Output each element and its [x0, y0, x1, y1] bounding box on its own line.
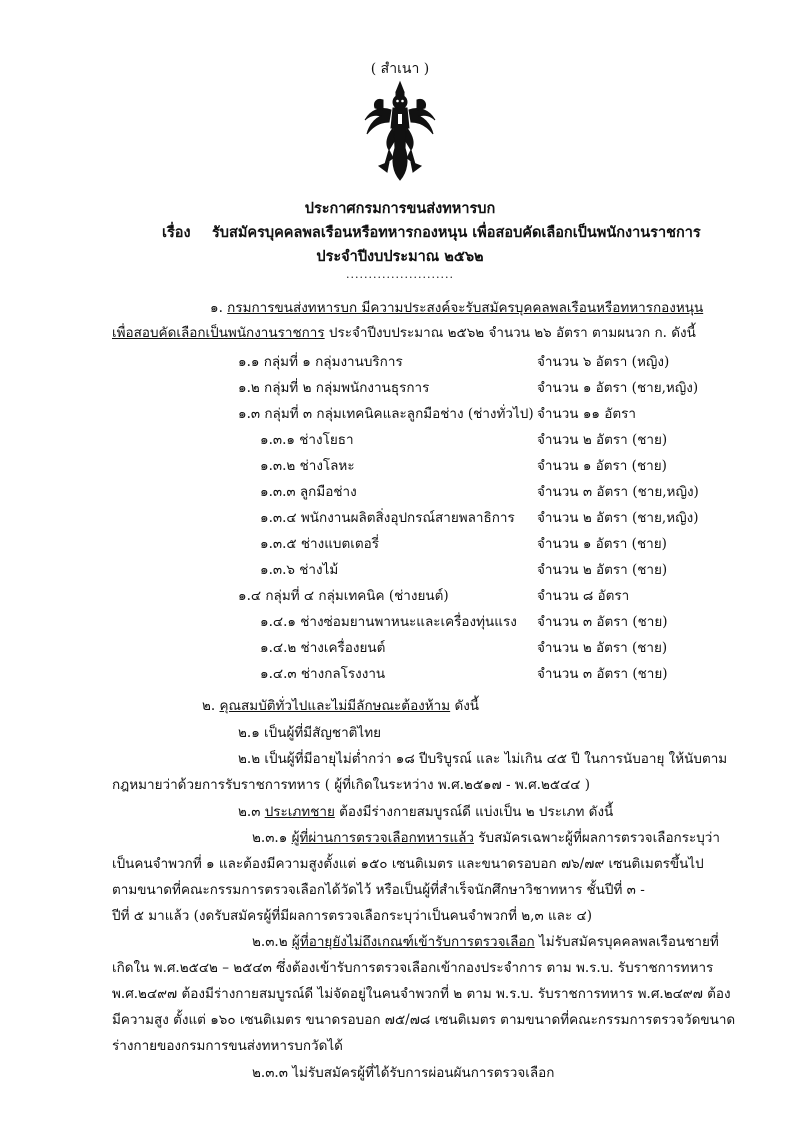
- list-item-label: ๑.๔.๓ ช่างกลโรงงาน: [260, 666, 386, 682]
- list-item-count: จำนวน ๒ อัตรา (ชาย): [537, 640, 668, 656]
- subject-label: เรื่อง: [162, 224, 191, 241]
- section2-lead: [202, 694, 479, 716]
- list-item-label: ๑.๓.๑ ช่างโยธา: [260, 432, 354, 448]
- clause-2-3-2-underlined: ผู้ที่อายุยังไม่ถึงเกณฑ์เข้ารับการตรวจเลือก: [291, 934, 535, 950]
- list-item-count: จำนวน ๒ อัตรา (ชาย): [537, 562, 668, 578]
- list-item-count: จำนวน ๖ อัตรา (หญิง): [537, 354, 670, 370]
- clause-2-3-1-line1: [252, 826, 720, 848]
- clause-2-3-1-underlined: ผู้ที่ผ่านการตรวจเลือกทหารแล้ว: [291, 830, 474, 846]
- list-item-count: จำนวน ๒ อัตรา (ชาย,หญิง): [537, 510, 699, 526]
- section1-lead-underlined: กรมการขนส่งทหารบก มีความประสงค์จะรับสมัครบุคคลพลเรือนหรือทหารกองหนุน: [227, 300, 704, 316]
- section2-num: ๒.: [202, 698, 216, 714]
- list-item-label: ๑.๓.๖ ช่างไม้: [260, 562, 339, 578]
- clause-2-3-2-line3: พ.ศ.๒๔๙๗ ต้องมีร่างกายสมบูรณ์ดี ไม่จัดอยู่ในคนจำพวกที่ ๒ ตาม พ.ร.บ. รับราชการทหาร พ.ศ.๒๔๙๗ ต้อง: [112, 986, 731, 1002]
- clause-2-3: [238, 800, 613, 822]
- clause-2-1: ๒.๑ เป็นผู้ที่มีสัญชาติไทย: [238, 725, 382, 741]
- list-item-label: ๑.๑ กลุ่มที่ ๑ กลุ่มงานบริการ: [238, 354, 403, 370]
- list-item-count: จำนวน ๑ อัตรา (ชาย): [537, 458, 667, 474]
- list-item-label: ๑.๓.๒ ช่างโลหะ: [260, 458, 355, 474]
- announcement-title: ประกาศกรมการขนส่งทหารบก: [304, 200, 496, 217]
- list-item-label: ๑.๔ กลุ่มที่ ๔ กลุ่มเทคนิค (ช่างยนต์): [238, 588, 449, 604]
- subject-text: รับสมัครบุคคลพลเรือนหรือทหารกองหนุน เพื่อสอบคัดเลือกเป็นพนักงานราชการ: [212, 224, 701, 241]
- section1-lead: [210, 296, 703, 318]
- section1-line2-underlined: เพื่อสอบคัดเลือกเป็นพนักงานราชการ: [112, 325, 325, 341]
- clause-2-3-rest: ต้องมีร่างกายสมบูรณ์ดี แบ่งเป็น ๒ ประเภท ดังนี้: [334, 804, 614, 820]
- clause-2-3-1-line3: ตามขนาดที่คณะกรรมการตรวจเลือกได้วัดไว้ หรือเป็นผู้ที่สำเร็จนักศึกษาวิชาทหาร ชั้นปีที่ ๓ -: [112, 882, 645, 898]
- list-item-label: ๑.๓.๔ พนักงานผลิตสิ่งอุปกรณ์สายพลาธิการ: [260, 510, 515, 526]
- list-item-count: จำนวน ๓ อัตรา (ชาย): [537, 614, 668, 630]
- list-item-label: ๑.๒ กลุ่มที่ ๒ กลุ่มพนักงานธุรการ: [238, 380, 430, 396]
- list-item-label: ๑.๔.๒ ช่างเครื่องยนต์: [260, 640, 386, 656]
- section1-line2-rest: ประจำปีงบประมาณ ๒๕๖๒ จำนวน ๒๖ อัตรา ตามผนวก ก. ดังนี้: [324, 325, 696, 341]
- list-item-count: จำนวน ๑ อัตรา (ชาย,หญิง): [537, 380, 699, 396]
- clause-2-2-line1: ๒.๒ เป็นผู้ที่มีอายุไม่ต่ำกว่า ๑๘ ปีบริบูรณ์ และ ไม่เกิน ๔๕ ปี ในการนับอายุ ให้นับตาม: [238, 751, 728, 767]
- fiscal-year: ประจำปีงบประมาณ ๒๕๖๒: [316, 248, 484, 265]
- clause-2-3-1-line2: เป็นคนจำพวกที่ ๑ และต้องมีความสูงตั้งแต่ ๑๕๐ เซนติเมตร และขนาดรอบอก ๗๖/๗๙ เซนติเมตรขึ้นไป: [112, 856, 704, 872]
- clause-2-3-2-num: ๒.๓.๒: [252, 934, 292, 950]
- list-item-label: ๑.๓.๓ ลูกมือช่าง: [260, 484, 357, 500]
- separator-dots: ........................: [346, 268, 454, 281]
- section1-num: ๑.: [210, 300, 223, 316]
- list-item-count: จำนวน ๓ อัตรา (ชาย): [537, 666, 668, 682]
- clause-2-3-2-rest: ไม่รับสมัครบุคคลพลเรือนชายที่: [534, 934, 719, 950]
- clause-2-3-2-line5: ร่างกายของกรมการขนส่งทหารบกวัดได้: [112, 1038, 343, 1054]
- clause-2-3-3: ๒.๓.๓ ไม่รับสมัครผู้ที่ได้รับการผ่อนผันการตรวจเลือก: [252, 1065, 555, 1081]
- clause-2-3-1-rest: รับสมัครเฉพาะผู้ที่ผลการตรวจเลือกระบุว่า: [473, 830, 720, 846]
- list-item-label: ๑.๓ กลุ่มที่ ๓ กลุ่มเทคนิคและลูกมือช่าง (ช่างทั่วไป): [238, 406, 534, 422]
- section2-lead-rest: ดังนี้: [450, 698, 480, 714]
- copy-mark: ( สำเนา ): [370, 61, 430, 77]
- section2-lead-underlined: คุณสมบัติทั่วไปและไม่มีลักษณะต้องห้าม: [219, 698, 451, 714]
- list-item-count: จำนวน ๓ อัตรา (ชาย,หญิง): [537, 484, 699, 500]
- clause-2-3-num: ๒.๓: [238, 804, 265, 820]
- clause-2-3-underlined: ประเภทชาย: [264, 804, 335, 820]
- clause-2-3-2-line1: [252, 930, 719, 952]
- clause-2-3-2-line4: มีความสูง ตั้งแต่ ๑๖๐ เซนติเมตร ขนาดรอบอก ๗๕/๗๘ เซนติเมตร ตามขนาดที่คณะกรรมการตรวจวัดขนาด: [112, 1012, 736, 1028]
- section1-line2: [112, 321, 696, 343]
- list-item-count: จำนวน ๘ อัตรา: [537, 588, 630, 604]
- list-item-label: ๑.๔.๑ ช่างซ่อมยานพาหนะและเครื่องทุ่นแรง: [260, 614, 517, 630]
- list-item-count: จำนวน ๒ อัตรา (ชาย): [537, 432, 668, 448]
- clause-2-2-line2: กฎหมายว่าด้วยการรับราชการทหาร ( ผู้ที่เกิดในระหว่าง พ.ศ.๒๕๑๗ - พ.ศ.๒๕๔๔ ): [112, 777, 591, 793]
- garuda-emblem: [363, 80, 437, 184]
- clause-2-3-1-num: ๒.๓.๑: [252, 830, 292, 846]
- list-item-count: จำนวน ๑ อัตรา (ชาย): [537, 536, 667, 552]
- clause-2-3-1-line4: ปีที่ ๕ มาแล้ว (งดรับสมัครผู้ที่มีผลการตรวจเลือกระบุว่าเป็นคนจำพวกที่ ๒,๓ และ ๔): [112, 908, 592, 924]
- list-item-label: ๑.๓.๕ ช่างแบตเตอรี่: [260, 536, 380, 552]
- clause-2-3-2-line2: เกิดใน พ.ศ.๒๕๔๒ – ๒๕๔๓ ซึ่งต้องเข้ารับการตรวจเลือกเข้ากองประจำการ ตาม พ.ร.บ. รับราชการทหาร: [112, 960, 714, 976]
- list-item-count: จำนวน ๑๑ อัตรา: [537, 406, 636, 422]
